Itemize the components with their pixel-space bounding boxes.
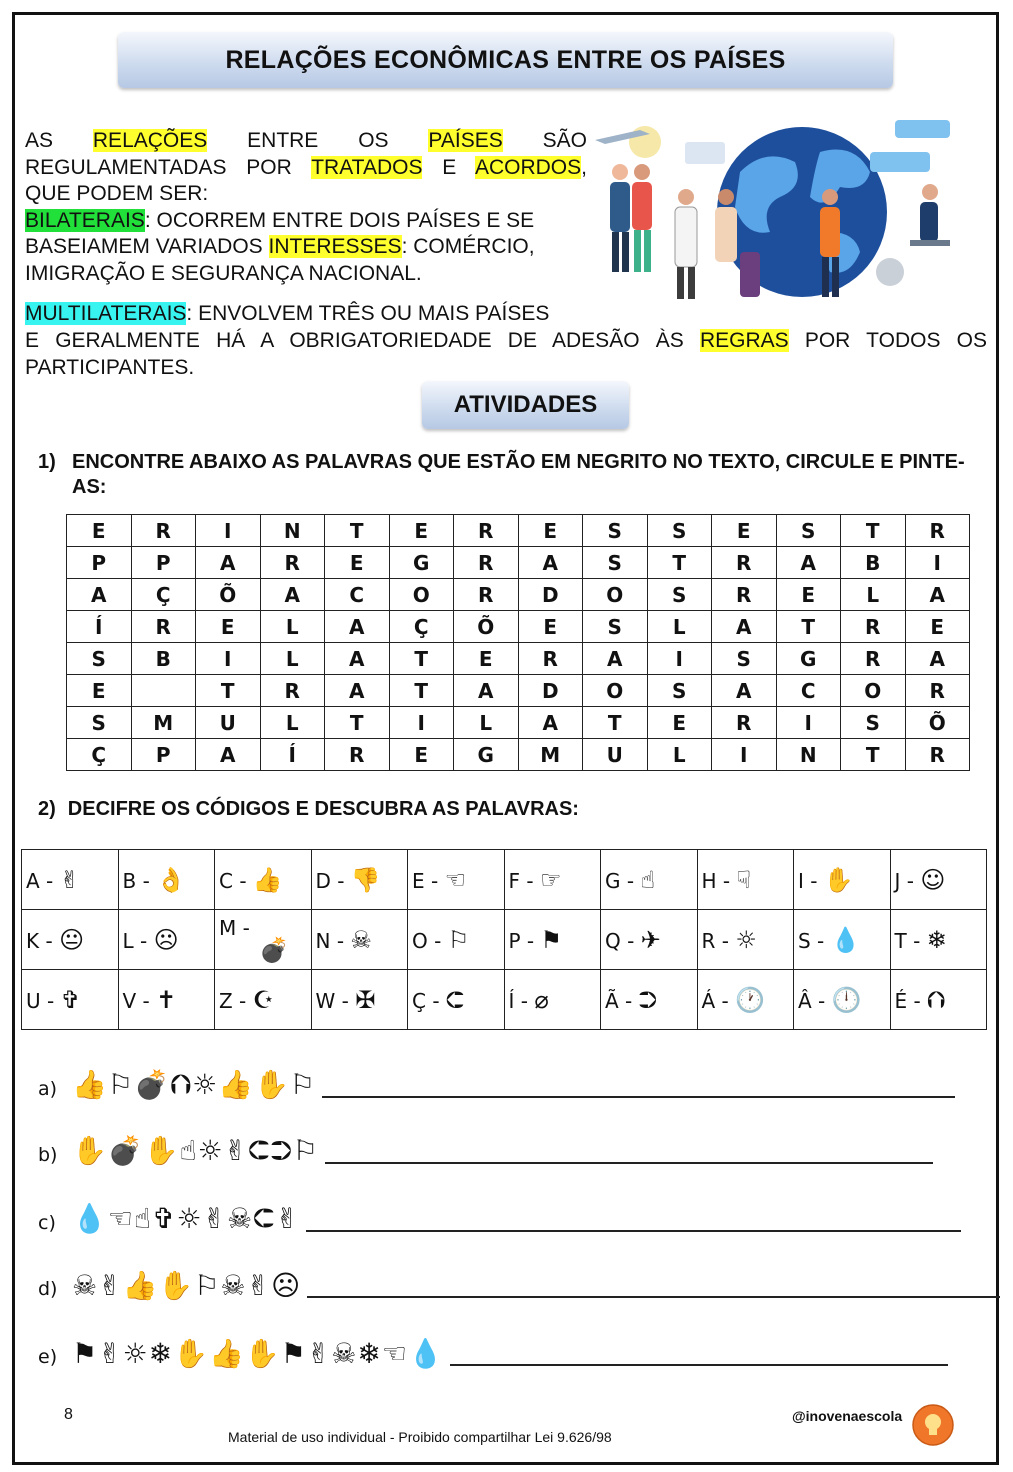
grid-cell[interactable]: U: [583, 739, 648, 771]
code-cell: [22, 910, 119, 970]
code-cell: [215, 970, 312, 1030]
code-symbol-icon: ⚑: [540, 925, 563, 954]
intro-line-4: BILATERAIS: OCORREM ENTRE DOIS PAÍSES E SE: [25, 208, 535, 232]
code-symbol-icon: ⮊: [638, 985, 657, 1014]
code-letter: Á -: [701, 988, 729, 1013]
grid-cell[interactable]: R: [712, 579, 777, 611]
code-symbol-icon: 🕐: [735, 985, 766, 1014]
grid-row: [67, 611, 970, 643]
grid-cell[interactable]: A: [325, 643, 390, 675]
grid-cell[interactable]: M: [131, 707, 196, 739]
coded-word-e: ⚑✌☼❄✋👍✋⚑✌☠❄☜💧: [72, 1337, 444, 1370]
grid-cell[interactable]: T: [325, 707, 390, 739]
code-cell: [408, 850, 505, 910]
grid-cell[interactable]: R: [454, 547, 519, 579]
code-letter: R -: [701, 928, 729, 953]
code-cell: [504, 970, 601, 1030]
intro-line-6: IMIGRAÇÃO E SEGURANÇA NACIONAL.: [25, 261, 422, 285]
code-cell: [118, 850, 215, 910]
answer-line-d[interactable]: [307, 1295, 1000, 1298]
grid-cell[interactable]: S: [712, 643, 777, 675]
code-symbol-icon: ☹: [153, 925, 179, 954]
grid-cell[interactable]: E: [518, 611, 583, 643]
code-letter: D -: [315, 868, 345, 893]
code-cell: [118, 910, 215, 970]
grid-cell[interactable]: C: [325, 579, 390, 611]
grid-cell[interactable]: T: [583, 707, 648, 739]
grid-cell[interactable]: B: [841, 547, 906, 579]
grid-cell[interactable]: O: [583, 579, 648, 611]
grid-cell[interactable]: I: [905, 547, 970, 579]
code-letter: T -: [894, 928, 921, 953]
grid-cell[interactable]: I: [196, 643, 261, 675]
code-cell: [697, 850, 794, 910]
answer-e: e) ⚑✌☼❄✋👍✋⚑✌☠❄☜💧: [38, 1330, 948, 1370]
highlight-bilaterais: BILATERAIS: [25, 208, 145, 232]
grid-cell[interactable]: E: [196, 611, 261, 643]
grid-cell[interactable]: P: [131, 547, 196, 579]
code-symbol-icon: 👍: [252, 865, 283, 894]
grid-cell[interactable]: G: [454, 739, 519, 771]
code-cell: [601, 910, 698, 970]
highlight-relacoes: RELAÇÕES: [92, 129, 208, 152]
page-number: 8: [64, 1406, 73, 1423]
coded-word-d: ☠✌👍✋⚐☠✌☹: [72, 1269, 302, 1302]
code-row: [22, 910, 987, 970]
answer-line-a[interactable]: [322, 1095, 955, 1098]
code-row: [22, 850, 987, 910]
grid-row: [67, 643, 970, 675]
grid-cell[interactable]: S: [647, 675, 712, 707]
grid-cell[interactable]: R: [905, 515, 970, 547]
highlight-interesses: INTERESSES: [268, 235, 402, 258]
grid-cell[interactable]: R: [841, 643, 906, 675]
highlight-regras: REGRAS: [699, 329, 789, 352]
question-1: [38, 450, 990, 500]
code-cell: [311, 850, 408, 910]
grid-cell[interactable]: E: [389, 739, 454, 771]
grid-cell[interactable]: A: [196, 547, 261, 579]
grid-cell[interactable]: A: [712, 611, 777, 643]
code-letter: F -: [508, 868, 534, 893]
code-letter: É -: [894, 988, 921, 1013]
code-letter: L -: [122, 928, 148, 953]
code-symbol-icon: ☼: [735, 925, 757, 954]
code-cell: [697, 910, 794, 970]
intro-line-2: REGULAMENTADAS POR TRATADOS E ACORDOS,: [25, 155, 587, 179]
grid-cell[interactable]: R: [905, 739, 970, 771]
code-cell: [504, 850, 601, 910]
grid-cell[interactable]: E: [67, 515, 132, 547]
code-letter: V -: [122, 988, 150, 1013]
grid-cell[interactable]: B: [131, 643, 196, 675]
question-2: [38, 798, 579, 821]
grid-cell[interactable]: R: [518, 643, 583, 675]
code-cell: [408, 910, 505, 970]
grid-cell[interactable]: O: [841, 675, 906, 707]
activities-title: ATIVIDADES: [422, 381, 629, 429]
grid-cell[interactable]: Í: [67, 611, 132, 643]
code-symbol-icon: ⌀: [534, 985, 549, 1014]
code-cell: [215, 910, 312, 970]
grid-cell[interactable]: A: [325, 675, 390, 707]
answer-c: c) 💧☜☝✞☼✌☠⮈✌: [38, 1196, 961, 1236]
code-symbol-icon: 💧: [830, 925, 861, 954]
grid-cell[interactable]: Ç: [67, 739, 132, 771]
grid-cell[interactable]: S: [583, 515, 648, 547]
code-letter: S -: [798, 928, 825, 953]
grid-cell[interactable]: I: [647, 643, 712, 675]
code-letter: J -: [894, 868, 914, 893]
grid-cell[interactable]: M: [518, 739, 583, 771]
code-letter: Ç -: [412, 988, 440, 1013]
grid-cell[interactable]: S: [647, 579, 712, 611]
globe-people-illustration: [590, 112, 985, 307]
code-cell: [890, 910, 987, 970]
code-letter: P -: [508, 928, 535, 953]
code-symbol-icon: ⚐: [447, 925, 470, 954]
code-key-table: [21, 849, 987, 1030]
grid-row: [67, 515, 970, 547]
grid-cell[interactable]: T: [389, 675, 454, 707]
code-letter: E -: [412, 868, 439, 893]
grid-cell[interactable]: L: [260, 643, 325, 675]
question-2-number: 2): [38, 798, 56, 820]
question-1-text: ENCONTRE ABAIXO AS PALAVRAS QUE ESTÃO EM NEGRITO NO TEXTO, CIRCULE E PINTE-AS:: [72, 451, 965, 498]
grid-cell[interactable]: T: [389, 643, 454, 675]
grid-cell[interactable]: L: [841, 579, 906, 611]
code-cell: [697, 970, 794, 1030]
code-letter: C -: [219, 868, 247, 893]
grid-cell[interactable]: C: [776, 675, 841, 707]
code-row: [22, 970, 987, 1030]
code-letter: N -: [315, 928, 345, 953]
answer-b: b) ✋💣✋☝☼✌⮈⮊⚐: [38, 1128, 933, 1168]
grid-cell[interactable]: A: [712, 675, 777, 707]
grid-cell[interactable]: E: [712, 515, 777, 547]
grid-row: [67, 547, 970, 579]
code-cell: [408, 970, 505, 1030]
code-symbol-icon: ☪: [252, 985, 275, 1014]
multi-line-3: PARTICIPANTES.: [25, 356, 195, 379]
grid-cell[interactable]: L: [647, 611, 712, 643]
grid-cell[interactable]: E: [67, 675, 132, 707]
grid-cell[interactable]: Õ: [454, 611, 519, 643]
code-symbol-icon: 🕛: [831, 985, 862, 1014]
highlight-paises: PAÍSES: [428, 129, 503, 152]
grid-cell[interactable]: P: [67, 547, 132, 579]
grid-cell[interactable]: A: [905, 579, 970, 611]
code-symbol-icon: 👌: [156, 865, 187, 894]
grid-cell[interactable]: I: [196, 515, 261, 547]
answer-line-b[interactable]: [325, 1161, 933, 1164]
grid-cell[interactable]: A: [67, 579, 132, 611]
answer-d: d) ☠✌👍✋⚐☠✌☹: [38, 1262, 1000, 1302]
grid-row: [67, 739, 970, 771]
code-cell: [311, 970, 408, 1030]
grid-cell[interactable]: D: [518, 675, 583, 707]
code-cell: [794, 850, 891, 910]
code-letter: G -: [605, 868, 635, 893]
code-letter: U -: [26, 988, 55, 1013]
grid-cell[interactable]: T: [196, 675, 261, 707]
code-cell: [215, 850, 312, 910]
grid-cell[interactable]: Í: [260, 739, 325, 771]
grid-cell[interactable]: R: [131, 611, 196, 643]
grid-cell[interactable]: I: [712, 739, 777, 771]
code-symbol-icon: ✠: [355, 985, 376, 1014]
grid-cell[interactable]: E: [518, 515, 583, 547]
code-symbol-icon: ✌: [59, 865, 80, 894]
grid-cell[interactable]: T: [776, 611, 841, 643]
grid-cell[interactable]: A: [196, 739, 261, 771]
grid-cell[interactable]: P: [131, 739, 196, 771]
code-symbol-icon: ☜: [444, 865, 467, 894]
code-symbol-icon: ✝: [156, 985, 177, 1014]
grid-cell[interactable]: E: [647, 707, 712, 739]
code-letter: A -: [26, 868, 54, 893]
grid-cell[interactable]: Ç: [131, 579, 196, 611]
code-symbol-icon: ☞: [539, 865, 562, 894]
grid-cell[interactable]: L: [647, 739, 712, 771]
code-letter: H -: [701, 868, 731, 893]
word-search-grid: [66, 514, 970, 771]
code-cell: [794, 970, 891, 1030]
code-symbol-icon: ✋: [823, 865, 854, 894]
grid-cell[interactable]: N: [260, 515, 325, 547]
code-symbol-icon: ☟: [736, 865, 752, 894]
code-symbol-icon: 💣: [259, 936, 289, 964]
grid-cell[interactable]: A: [260, 579, 325, 611]
code-cell: [311, 910, 408, 970]
grid-cell[interactable]: [131, 675, 196, 707]
multilateral-text: [25, 300, 987, 381]
code-cell: [601, 970, 698, 1030]
coded-word-b: ✋💣✋☝☼✌⮈⮊⚐: [72, 1134, 319, 1167]
grid-cell[interactable]: S: [583, 611, 648, 643]
code-letter: Â -: [798, 988, 826, 1013]
code-letter: O -: [412, 928, 442, 953]
intro-line-5: BASEIAMEM VARIADOS INTERESSES: COMÉRCIO,: [25, 235, 535, 258]
lightbulb-logo-icon: [912, 1404, 954, 1446]
grid-cell[interactable]: S: [583, 547, 648, 579]
grid-cell[interactable]: Ç: [389, 611, 454, 643]
grid-cell[interactable]: E: [389, 515, 454, 547]
grid-cell[interactable]: N: [776, 739, 841, 771]
grid-cell[interactable]: R: [260, 547, 325, 579]
grid-cell[interactable]: R: [260, 675, 325, 707]
highlight-acordos: ACORDOS: [474, 155, 582, 179]
grid-cell[interactable]: I: [389, 707, 454, 739]
code-symbol-icon: ✞: [60, 985, 81, 1014]
coded-word-c: 💧☜☝✞☼✌☠⮈✌: [72, 1202, 300, 1235]
grid-cell[interactable]: A: [454, 675, 519, 707]
grid-cell[interactable]: E: [325, 547, 390, 579]
grid-cell[interactable]: E: [454, 643, 519, 675]
code-symbol-icon: 👎: [350, 865, 381, 894]
grid-cell[interactable]: S: [841, 707, 906, 739]
grid-cell[interactable]: A: [325, 611, 390, 643]
grid-cell[interactable]: A: [583, 643, 648, 675]
grid-cell[interactable]: A: [905, 643, 970, 675]
code-cell: [504, 910, 601, 970]
grid-cell[interactable]: L: [260, 611, 325, 643]
highlight-multilaterais: MULTILATERAIS: [25, 302, 187, 325]
code-symbol-icon: ☠: [350, 925, 372, 954]
code-letter: Q -: [605, 928, 635, 953]
grid-cell[interactable]: R: [131, 515, 196, 547]
code-letter: W -: [315, 988, 349, 1013]
code-cell: [890, 850, 987, 910]
grid-cell[interactable]: Õ: [905, 707, 970, 739]
code-letter: I -: [798, 868, 818, 893]
answer-a: a) 👍⚐💣⮉☼👍✋⚐: [38, 1062, 955, 1102]
code-letter: Ã -: [605, 988, 633, 1013]
code-symbol-icon: ⮉: [927, 985, 946, 1014]
intro-line-3: QUE PODEM SER:: [25, 182, 209, 205]
coded-word-a: 👍⚐💣⮉☼👍✋⚐: [72, 1068, 317, 1101]
multi-line-2: E GERALMENTE HÁ A OBRIGATORIEDADE DE ADESÃO ÀS REGRAS POR TODOS OS: [25, 329, 987, 352]
code-symbol-icon: ⮈: [445, 985, 465, 1014]
grid-cell[interactable]: L: [454, 707, 519, 739]
code-letter: Z -: [219, 988, 247, 1013]
grid-cell[interactable]: L: [260, 707, 325, 739]
grid-cell[interactable]: T: [325, 515, 390, 547]
code-cell: [118, 970, 215, 1030]
code-cell: [601, 850, 698, 910]
code-letter: M -: [219, 916, 250, 940]
code-cell: [794, 910, 891, 970]
grid-cell[interactable]: A: [518, 547, 583, 579]
grid-cell[interactable]: I: [776, 707, 841, 739]
code-symbol-icon: ☝: [640, 865, 656, 894]
code-letter: B -: [122, 868, 150, 893]
intro-line-1: AS RELAÇÕES ENTRE OS PAÍSES SÃO: [25, 129, 587, 152]
code-symbol-icon: ✈: [640, 925, 661, 954]
grid-cell[interactable]: R: [454, 515, 519, 547]
grid-cell[interactable]: T: [647, 547, 712, 579]
code-symbol-icon: ☺: [920, 865, 946, 894]
grid-cell[interactable]: G: [389, 547, 454, 579]
question-1-number: 1): [38, 451, 56, 473]
grid-row: [67, 707, 970, 739]
grid-cell[interactable]: O: [389, 579, 454, 611]
code-letter: Í -: [508, 988, 528, 1013]
grid-cell[interactable]: D: [518, 579, 583, 611]
grid-cell[interactable]: R: [712, 707, 777, 739]
grid-cell[interactable]: S: [776, 515, 841, 547]
answer-line-c[interactable]: [306, 1229, 961, 1232]
grid-cell[interactable]: S: [647, 515, 712, 547]
grid-cell[interactable]: A: [518, 707, 583, 739]
question-2-text: DECIFRE OS CÓDIGOS E DESCUBRA AS PALAVRAS:: [67, 798, 579, 820]
code-cell: [22, 850, 119, 910]
grid-cell[interactable]: R: [325, 739, 390, 771]
grid-cell[interactable]: S: [67, 707, 132, 739]
answer-line-e[interactable]: [450, 1363, 948, 1366]
grid-cell[interactable]: U: [196, 707, 261, 739]
grid-cell[interactable]: A: [776, 547, 841, 579]
code-symbol-icon: 😐: [59, 925, 85, 954]
code-letter: K -: [26, 928, 53, 953]
grid-cell[interactable]: Õ: [196, 579, 261, 611]
social-handle: @inovenaescola: [792, 1408, 903, 1424]
code-cell: [890, 970, 987, 1030]
code-symbol-icon: ❄: [926, 925, 947, 954]
grid-cell[interactable]: E: [776, 579, 841, 611]
grid-cell[interactable]: R: [454, 579, 519, 611]
code-cell: [22, 970, 119, 1030]
page-title: RELAÇÕES ECONÔMICAS ENTRE OS PAÍSES: [118, 32, 893, 88]
grid-cell[interactable]: E: [905, 611, 970, 643]
footer-note: Material de uso individual - Proibido compartilhar Lei 9.626/98: [228, 1429, 612, 1445]
grid-cell[interactable]: T: [841, 515, 906, 547]
grid-row: [67, 579, 970, 611]
grid-row: [67, 675, 970, 707]
grid-cell[interactable]: S: [67, 643, 132, 675]
grid-cell[interactable]: R: [712, 547, 777, 579]
grid-cell[interactable]: R: [841, 611, 906, 643]
grid-cell[interactable]: G: [776, 643, 841, 675]
grid-cell[interactable]: O: [583, 675, 648, 707]
grid-cell[interactable]: T: [841, 739, 906, 771]
multi-line-1: MULTILATERAIS: ENVOLVEM TRÊS OU MAIS PAÍSES: [25, 302, 550, 325]
intro-text: [25, 128, 587, 287]
highlight-tratados: TRATADOS: [311, 155, 423, 179]
grid-cell[interactable]: R: [905, 675, 970, 707]
